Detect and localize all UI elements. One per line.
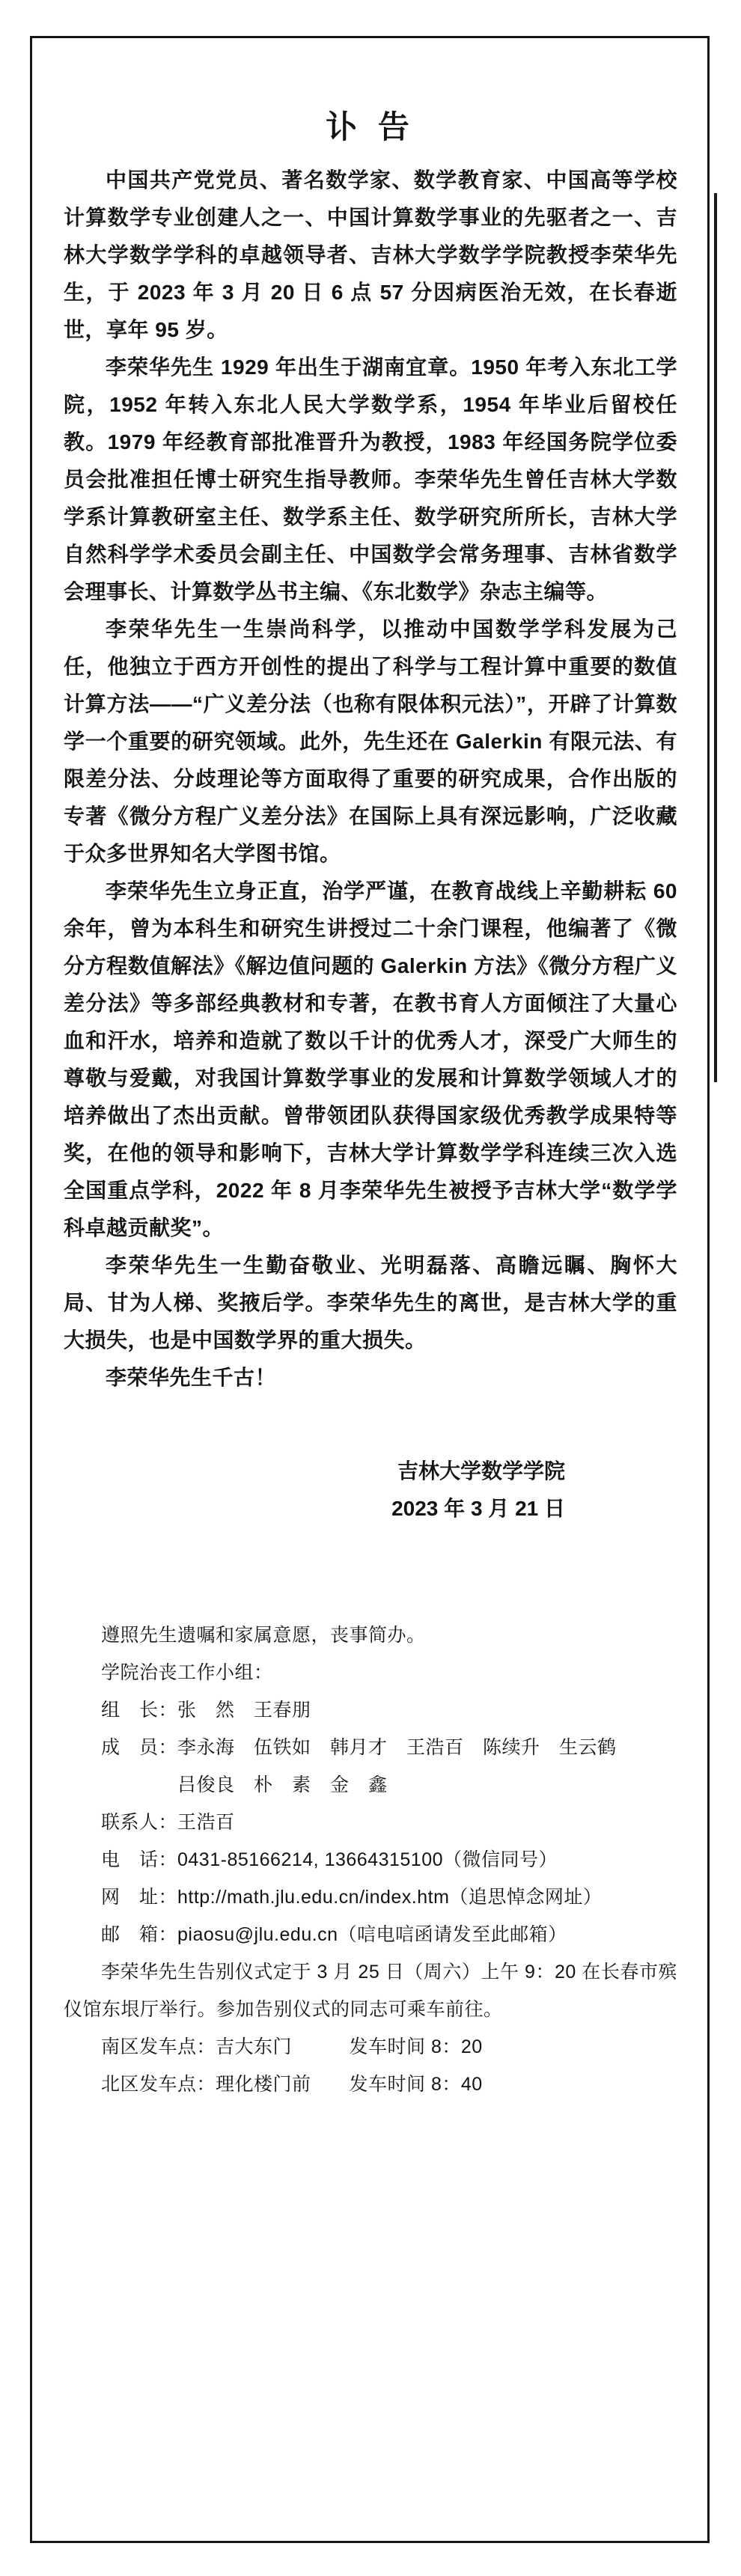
funeral-group-header: 学院治丧工作小组： (101, 1662, 273, 1683)
obituary-paragraph-6: 李荣华先生千古！ (106, 1366, 277, 1389)
obituary-paragraph-3: 李荣华先生一生崇尚科学，以推动中国数学学科发展为己任，他独立于西方开创性的提出了科学与工程计算中重要的数值计算方法——“广义差分法（也称有限体积元法）”，开辟了计算数学一个重要的研究领域。此外，先生还在 Galerkin 有限元法、有限差分法、分歧理论等方面取得了重要的研究成果，合作出版的专著《微分方程广义差分法》在国际上具有深远影响，广泛收藏于众多世界知名大学图书馆。 (64, 617, 677, 865)
bus-south-line: 南区发车点：吉大东门 发车时间 8：20 (101, 2036, 483, 2057)
group-members-line-1: 成 员：李永海 伍铁如 韩月才 王浩百 陈续升 生云鹤 (101, 1737, 617, 1758)
phone-line: 电 话：0431-85166214, 13664315100（微信同号） (101, 1849, 558, 1870)
signature-date: 2023 年 3 月 21 日 (391, 1497, 565, 1520)
scan-artifact-line (714, 193, 717, 1082)
website-line: 网 址：http://math.jlu.edu.cn/index.htm（追思悼念网址） (101, 1887, 603, 1908)
ceremony-paragraph: 李荣华先生告别仪式定于 3 月 25 日（周六）上午 9：20 在长春市殡仪馆东垠厅举行。参加告别仪式的同志可乘车前往。 (64, 1962, 677, 2020)
obituary-paragraph-5: 李荣华先生一生勤奋敬业、光明磊落、高瞻远瞩、胸怀大局、甘为人梯、奖掖后学。李荣华先生的离世，是吉林大学的重大损失，也是中国数学界的重大损失。 (64, 1254, 677, 1352)
bus-north-line: 北区发车点：理化楼门前 发车时间 8：40 (101, 2074, 483, 2095)
document-title: 讣 告 (326, 109, 415, 144)
obituary-paragraph-2: 李荣华先生 1929 年出生于湖南宜章。1950 年考入东北工学院，1952 年转入东北人民大学数学系，1954 年毕业后留校任教。1979 年经教育部批准晋升为教授，1983 年经国务院学位委员会批准担任博士研究生指导教师。李荣华先生曾任吉林大学数学系计算教研室主任、数学系主任、数学研究所所长，吉林大学自然科学学术委员会副主任、中国数学会常务理事、吉林省数学会理事长、计算数学丛书主编、《东北数学》杂志主编等。 (64, 355, 677, 603)
obituary-paragraph-1: 中国共产党党员、著名数学家、数学教育家、中国高等学校计算数学专业创建人之一、中国计算数学事业的先驱者之一、吉林大学数学学科的卓越领导者、吉林大学数学学院教授李荣华先生，于 2023 年 3 月 20 日 6 点 57 分因病医治无效，在长春逝世，享年 95 岁。 (64, 168, 677, 341)
signature-organization: 吉林大学数学学院 (397, 1459, 565, 1483)
obituary-paragraph-4: 李荣华先生立身正直，治学严谨，在教育战线上辛勤耕耘 60 余年，曾为本科生和研究生讲授过二十余门课程，他编著了《微分方程数值解法》《解边值问题的 Galerkin 方法》《微分方程广义差分法》等多部经典教材和专著，在教书育人方面倾注了大量心血和汗水，培养和造就了数以千计的优秀人才，深受广大师生的尊敬与爱戴，对我国计算数学事业的发展和计算数学领域人才的培养做出了杰出贡献。曾带领团队获得国家级优秀教学成果特等奖，在他的领导和影响下，吉林大学计算数学学科连续三次入选全国重点学科，2022 年 8 月李荣华先生被授予吉林大学“数学学科卓越贡献奖”。 (64, 879, 677, 1239)
group-members-line-2: 吕俊良 朴 素 金 鑫 (101, 1774, 388, 1795)
signature-block (64, 1453, 677, 1527)
obituary-document (64, 106, 677, 1527)
notice-intro: 遵照先生遗嘱和家属意愿，丧事简办。 (101, 1625, 426, 1646)
contact-person-line: 联系人：王浩百 (101, 1812, 235, 1833)
funeral-arrangements-section (64, 1617, 677, 2103)
email-line: 邮 箱：piaosu@jlu.edu.cn（唁电唁函请发至此邮箱） (101, 1924, 567, 1945)
group-leader-line: 组 长：张 然 王春朋 (101, 1700, 311, 1721)
